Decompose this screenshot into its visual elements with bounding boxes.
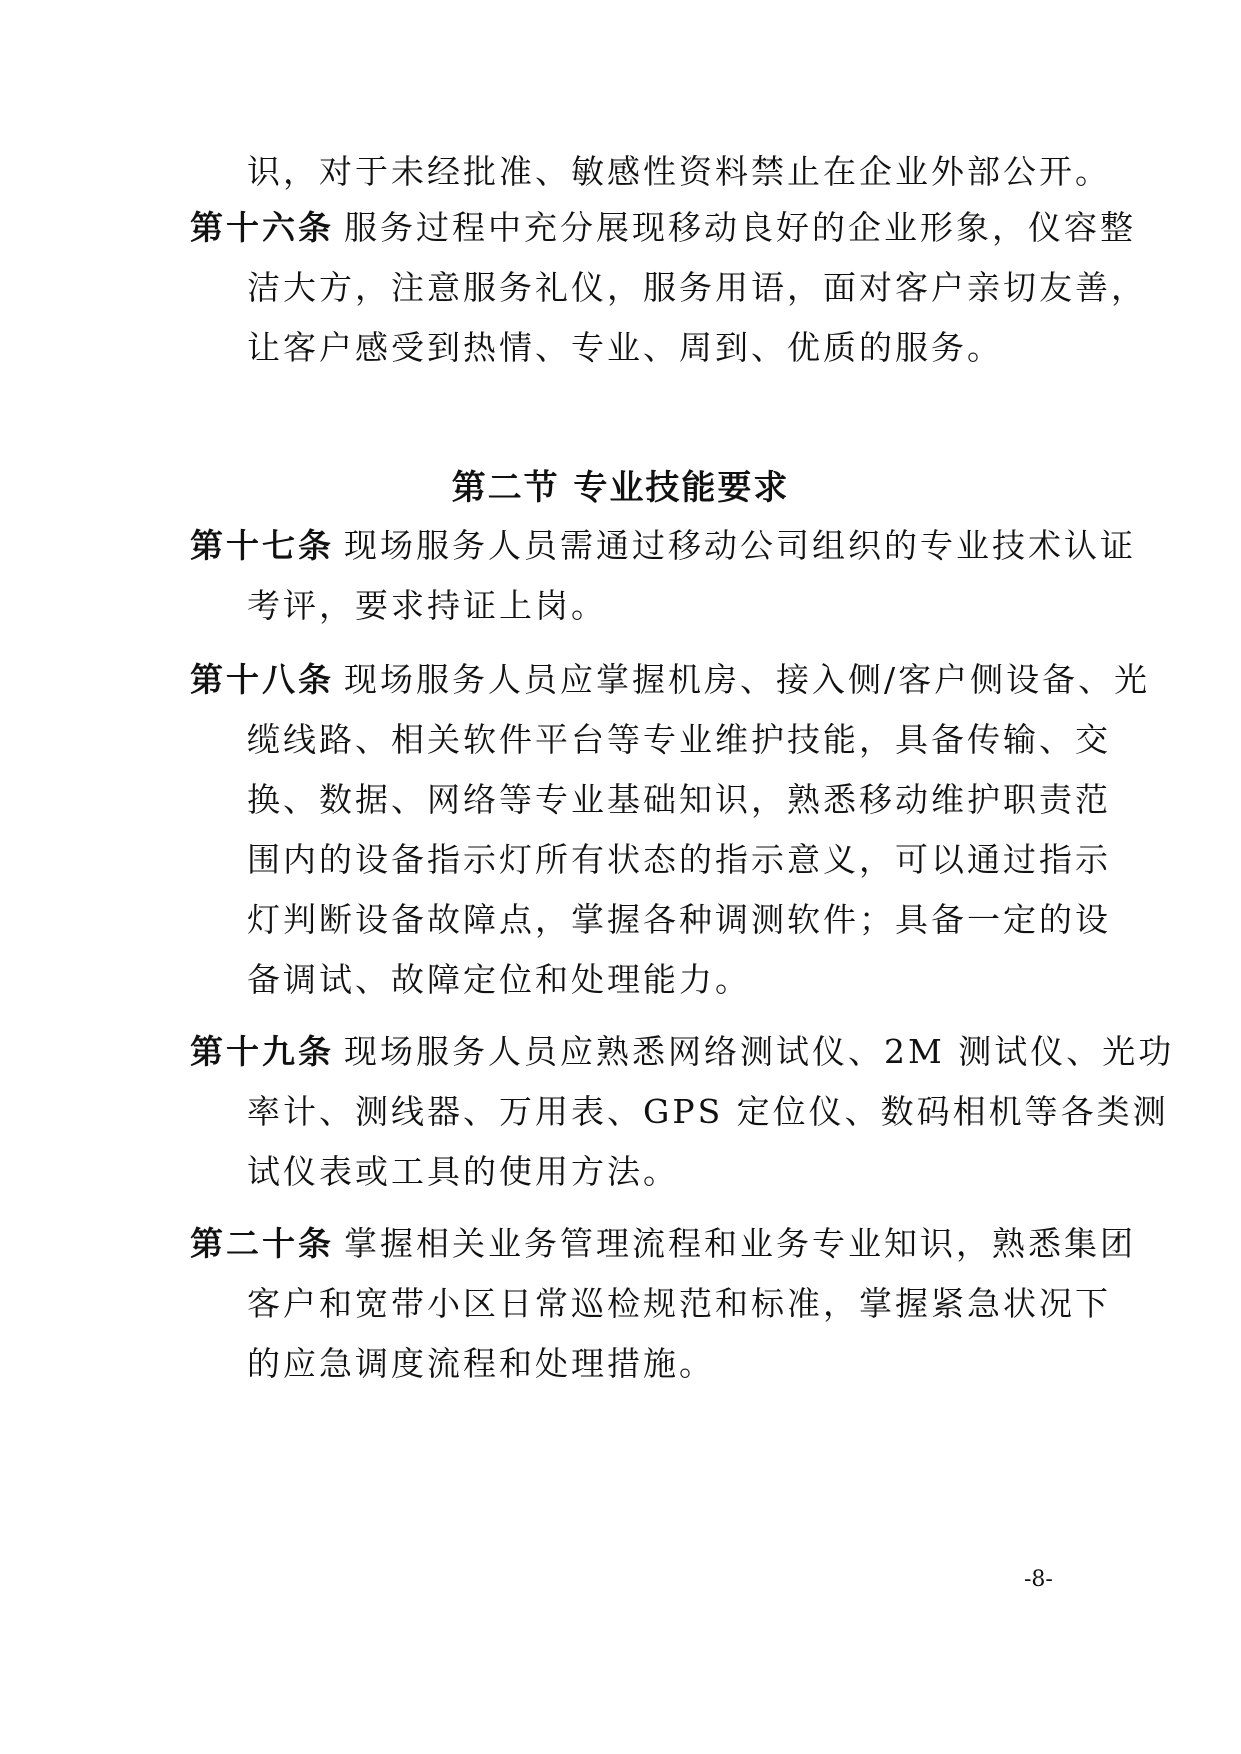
article-20-text-3: 的应急调度流程和处理措施。	[247, 1344, 715, 1383]
article-16-text-1: 服务过程中充分展现移动良好的企业形象，仪容整	[344, 208, 1136, 247]
intro-line: 识，对于未经批准、敏感性资料禁止在企业外部公开。	[247, 152, 1111, 191]
article-17-label: 第十七条	[190, 526, 334, 565]
article-18-text-4: 围内的设备指示灯所有状态的指示意义，可以通过指示	[247, 840, 1111, 879]
article-20-text-1: 掌握相关业务管理流程和业务专业知识，熟悉集团	[344, 1224, 1136, 1263]
article-16-text-2: 洁大方，注意服务礼仪，服务用语，面对客户亲切友善，	[247, 268, 1147, 307]
article-20-line-1	[190, 1224, 1136, 1264]
article-18-text-2: 缆线路、相关软件平台等专业维护技能，具备传输、交	[247, 720, 1111, 759]
article-17-text-2: 考评，要求持证上岗。	[247, 586, 607, 625]
article-19-text-2: 率计、测线器、万用表、GPS 定位仪、数码相机等各类测	[247, 1092, 1169, 1131]
article-17-line-1	[190, 526, 1136, 566]
article-18-text-3: 换、数据、网络等专业基础知识，熟悉移动维护职责范	[247, 780, 1111, 819]
article-19-line-1	[190, 1032, 1174, 1072]
article-18-line-1	[190, 660, 1150, 700]
article-17-text-1: 现场服务人员需通过移动公司组织的专业技术认证	[344, 526, 1136, 565]
article-18-text-5: 灯判断设备故障点，掌握各种调测软件；具备一定的设	[247, 900, 1111, 939]
article-16-line-1	[190, 208, 1136, 248]
article-20-text-2: 客户和宽带小区日常巡检规范和标准，掌握紧急状况下	[247, 1284, 1111, 1323]
section-heading: 第二节 专业技能要求	[451, 468, 790, 508]
article-16-text-3: 让客户感受到热情、专业、周到、优质的服务。	[247, 328, 1003, 367]
article-18-text-6: 备调试、故障定位和处理能力。	[247, 960, 751, 999]
article-16-label: 第十六条	[190, 208, 334, 247]
article-18-text-1: 现场服务人员应掌握机房、接入侧/客户侧设备、光	[344, 660, 1151, 699]
article-19-text-1: 现场服务人员应熟悉网络测试仪、2M 测试仪、光功	[344, 1032, 1175, 1071]
page-number: -8-	[1024, 1567, 1053, 1592]
article-19-text-3: 试仪表或工具的使用方法。	[247, 1152, 679, 1191]
article-20-label: 第二十条	[190, 1224, 334, 1263]
article-19-label: 第十九条	[190, 1032, 334, 1071]
article-18-label: 第十八条	[190, 660, 334, 699]
